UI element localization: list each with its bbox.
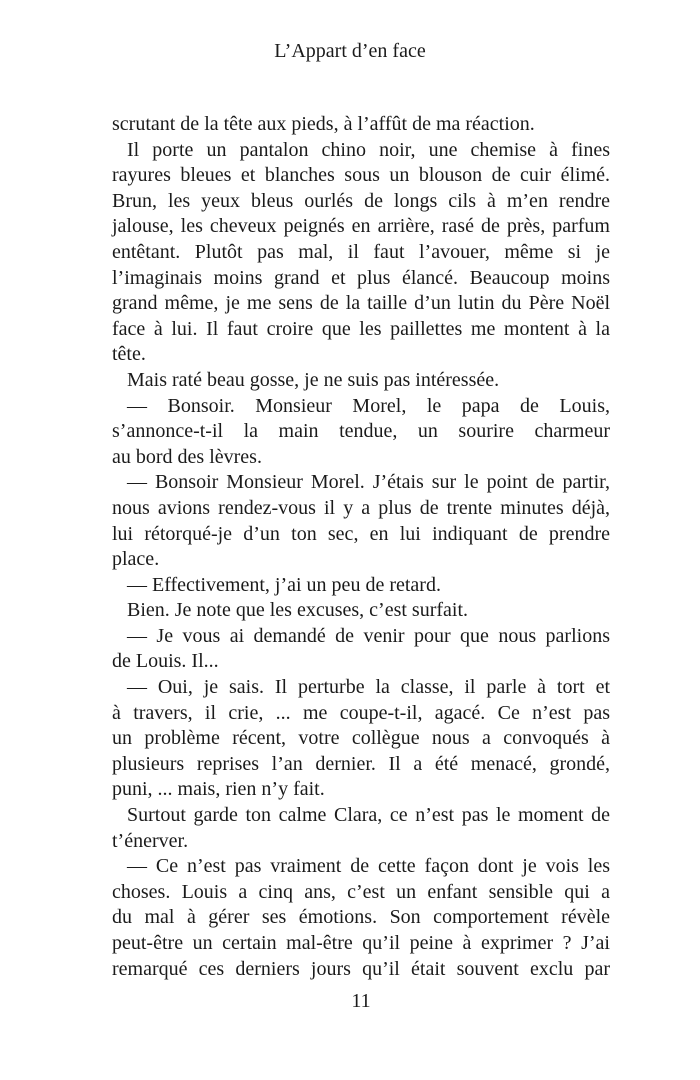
text-line: grand même, je me sens de la taille d’un lutin du Père Noël — [112, 292, 610, 315]
text-line: — Effectivement, j’ai un peu de retard. — [127, 573, 441, 596]
text-line: face à lui. Il faut croire que les paillettes me montent à la — [112, 317, 610, 340]
text-line: s’annonce-t-il la main tendue, un sourire charmeur — [112, 420, 610, 443]
text-line: place. — [112, 548, 160, 571]
text-line: Surtout garde ton calme Clara, ce n’est pas le moment de — [127, 804, 610, 827]
text-line: plusieurs reprises l’an dernier. Il a été menacé, grondé, — [112, 752, 610, 775]
text-line: du mal à gérer ses émotions. Son comportement révèle — [112, 906, 610, 929]
text-line: de Louis. Il... — [112, 650, 219, 673]
text-line: — Bonsoir Monsieur Morel. J’étais sur le point de partir, — [127, 471, 610, 494]
text-line: l’imaginais moins grand et plus élancé. Beaucoup moins — [112, 266, 610, 289]
text-line: — Bonsoir. Monsieur Morel, le papa de Louis, — [127, 394, 610, 417]
text-line: remarqué ces derniers jours qu’il était souvent exclu par — [112, 957, 610, 980]
text-line: — Oui, je sais. Il perturbe la classe, il parle à tort et — [127, 676, 610, 699]
text-line: à travers, il crie, ... me coupe-t-il, agacé. Ce n’est pas — [112, 701, 610, 724]
text-line: Bien. Je note que les excuses, c’est surfait. — [127, 599, 469, 622]
text-line: lui rétorqué-je d’un ton sec, en lui indiquant de prendre — [112, 522, 610, 545]
text-line: rayures bleues et blanches sous un blouson de cuir élimé. — [112, 164, 610, 187]
body-text-block — [112, 112, 610, 982]
text-line: nous avions rendez-vous il y a plus de trente minutes déjà, — [112, 496, 610, 519]
text-line: puni, ... mais, rien n’y fait. — [112, 778, 325, 801]
text-line: tête. — [112, 343, 146, 366]
text-line: jalouse, les cheveux peignés en arrière, rasé de près, parfum — [112, 215, 610, 238]
text-line: — Je vous ai demandé de venir pour que nous parlions — [127, 624, 610, 647]
text-line: un problème récent, votre collègue nous a convoqués à — [112, 727, 610, 750]
text-line: Mais raté beau gosse, je ne suis pas intéressée. — [127, 368, 500, 391]
text-line: Brun, les yeux bleus ourlés de longs cils à m’en rendre — [112, 189, 610, 212]
text-line: Il porte un pantalon chino noir, une chemise à fines — [127, 138, 610, 161]
text-line: — Ce n’est pas vraiment de cette façon dont je vois les — [127, 855, 610, 878]
text-line: au bord des lèvres. — [112, 445, 262, 468]
text-line: scrutant de la tête aux pieds, à l’affût de ma réaction. — [112, 113, 535, 135]
page-number: 11 — [351, 990, 371, 1013]
text-line: entêtant. Plutôt pas mal, il faut l’avouer, même si je — [112, 240, 610, 263]
text-line: t’énerver. — [112, 829, 189, 852]
text-line: choses. Louis a cinq ans, c’est un enfant sensible qui a — [112, 880, 610, 903]
text-line: peut-être un certain mal-être qu’il peine à exprimer ? J’ai — [112, 932, 610, 954]
running-header-title: L’Appart d’en face — [274, 40, 426, 62]
